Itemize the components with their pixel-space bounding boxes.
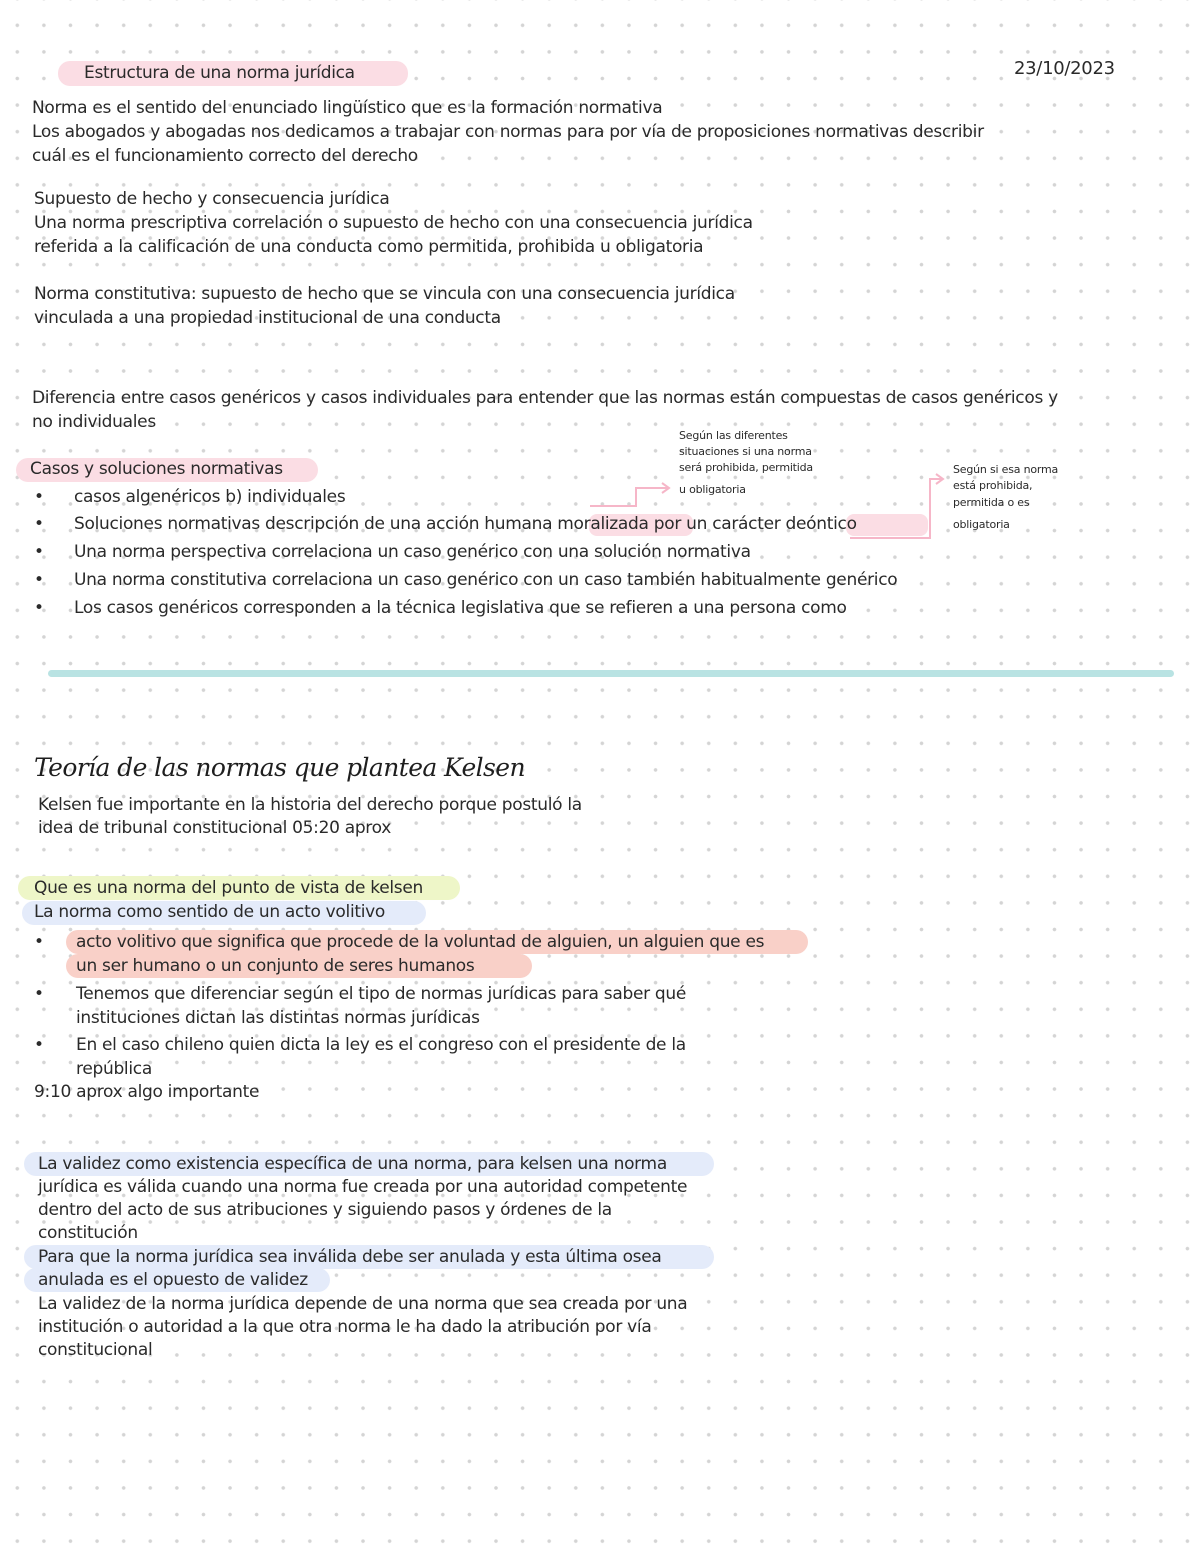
list-item: república <box>76 1059 152 1079</box>
bullet-dot: • <box>34 1035 45 1055</box>
paragraph-line: Diferencia entre casos genéricos y casos individuales para entender que las normas están compuestas de casos genéricos y <box>32 388 1058 408</box>
paragraph-line: anulada es el opuesto de validez <box>38 1270 308 1290</box>
list-item: Los casos genéricos corresponden a la técnica legislativa que se refieren a una persona como <box>74 598 847 618</box>
paragraph-line: Norma constitutiva: supuesto de hecho que se vincula con una consecuencia jurídica <box>34 284 735 304</box>
paragraph-line: cuál es el funcionamiento correcto del derecho <box>32 146 418 166</box>
list-item: casos algenéricos b) individuales <box>74 487 346 507</box>
paragraph-line: institución o autoridad a la que otra norma le ha dado la atribución por vía <box>38 1317 652 1337</box>
paragraph-line: idea de tribunal constitucional 05:20 aprox <box>38 818 391 838</box>
time-note: 9:10 aprox algo importante <box>34 1082 260 1102</box>
paragraph-line: Para que la norma jurídica sea inválida debe ser anulada y esta última osea <box>38 1247 662 1267</box>
bullet-dot: • <box>34 487 45 507</box>
date: 23/10/2023 <box>1014 58 1115 79</box>
paragraph-line: Kelsen fue importante en la historia del derecho porque postuló la <box>38 795 582 815</box>
list-item: Una norma constitutiva correlaciona un caso genérico con un caso también habitualmente genérico <box>74 570 898 590</box>
side-note-line: Según si esa norma <box>953 463 1059 476</box>
side-note-line: Según las diferentes <box>679 429 788 442</box>
side-note-line: está prohibida, <box>953 479 1033 492</box>
list-item: acto volitivo que significa que procede de la voluntad de alguien, un alguien que es <box>76 932 765 952</box>
list-item: un ser humano o un conjunto de seres humanos <box>76 956 475 976</box>
bullet-dot: • <box>34 570 45 590</box>
question-heading: Que es una norma del punto de vista de kelsen <box>34 878 423 898</box>
bullet-dot: • <box>34 542 45 562</box>
list-item: instituciones dictan las distintas normas jurídicas <box>76 1008 480 1028</box>
definition-line: La norma como sentido de un acto volitivo <box>34 902 386 922</box>
bullet-dot: • <box>34 984 45 1004</box>
list-item: En el caso chileno quien dicta la ley es el congreso con el presidente de la <box>76 1035 686 1055</box>
section-divider <box>48 670 1174 677</box>
side-note-line: permitida o es <box>953 496 1030 509</box>
list-item: Soluciones normativas descripción de una acción humana moralizada por un carácter deóntico <box>74 514 857 534</box>
subheading: Casos y soluciones normativas <box>30 459 283 479</box>
paragraph-line: Los abogados y abogadas nos dedicamos a trabajar con normas para por vía de proposiciones normativas describir <box>32 122 984 142</box>
side-note-line: obligatoria <box>953 518 1010 531</box>
side-note-line: situaciones si una norma <box>679 445 812 458</box>
list-item: Una norma perspectiva correlaciona un caso genérico con una solución normativa <box>74 542 751 562</box>
bullet-dot: • <box>34 598 45 618</box>
paragraph-line: La validez de la norma jurídica depende de una norma que sea creada por una <box>38 1294 688 1314</box>
side-note-line: será prohibida, permitida <box>679 461 813 474</box>
paragraph-line: constitucional <box>38 1340 153 1360</box>
page-title: Estructura de una norma jurídica <box>84 63 355 83</box>
paragraph-line: Una norma prescriptiva correlación o supuesto de hecho con una consecuencia jurídica <box>34 213 753 233</box>
bullet-dot: • <box>34 514 45 534</box>
bullet-dot: • <box>34 932 45 952</box>
section-title: Teoría de las normas que plantea Kelsen <box>34 753 525 782</box>
paragraph-line: Supuesto de hecho y consecuencia jurídica <box>34 189 390 209</box>
paragraph-line: no individuales <box>32 412 156 432</box>
list-item: Tenemos que diferenciar según el tipo de normas jurídicas para saber qué <box>76 984 687 1004</box>
paragraph-line: dentro del acto de sus atribuciones y siguiendo pasos y órdenes de la <box>38 1200 612 1220</box>
paragraph-line: vinculada a una propiedad institucional de una conducta <box>34 308 501 328</box>
paragraph-line: jurídica es válida cuando una norma fue creada por una autoridad competente <box>38 1177 688 1197</box>
paragraph-line: constitución <box>38 1223 138 1243</box>
paragraph-line: Norma es el sentido del enunciado lingüístico que es la formación normativa <box>32 98 663 118</box>
paragraph-line: referida a la calificación de una conducta como permitida, prohibida u obligatoria <box>34 237 704 257</box>
side-note-line: u obligatoria <box>679 483 746 496</box>
paragraph-line: La validez como existencia específica de una norma, para kelsen una norma <box>38 1154 667 1174</box>
